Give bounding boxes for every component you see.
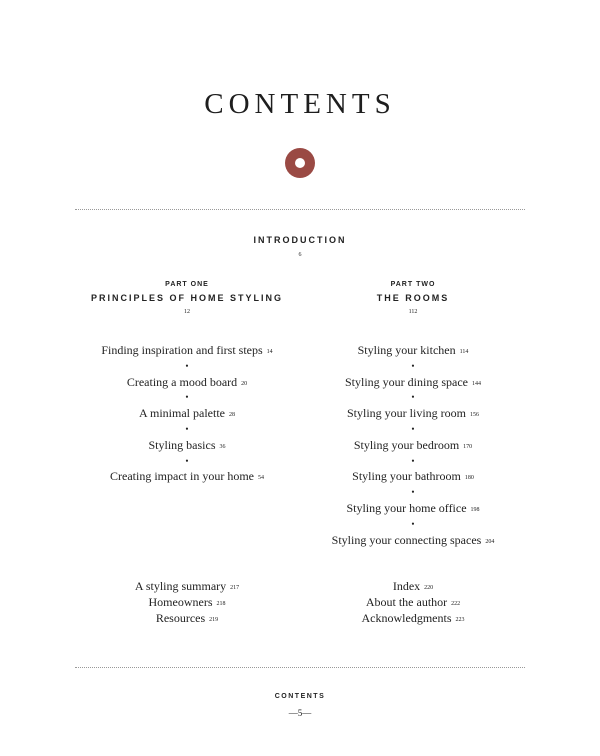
ring-ornament-icon: [285, 148, 315, 178]
toc-entry-label: Creating impact in your home: [110, 469, 254, 484]
part-two-page: 112: [408, 309, 418, 315]
part-two-entries: [283, 343, 543, 548]
toc-entry-label: About the author: [365, 595, 448, 609]
bullet-separator: •: [185, 360, 189, 371]
toc-entry[interactable]: [57, 343, 317, 359]
part-one-kicker: PART ONE: [165, 281, 209, 288]
toc-entry[interactable]: [283, 501, 543, 517]
toc-entry-label: Styling your bathroom: [352, 469, 461, 484]
toc-entry-label: Styling basics: [148, 437, 216, 452]
toc-entry-page: 219: [209, 617, 219, 623]
toc-entry-page: 204: [485, 538, 495, 545]
toc-entry-page: 144: [472, 380, 481, 387]
part-one-header: [57, 281, 317, 315]
toc-entry[interactable]: [283, 610, 543, 626]
bullet-separator: •: [185, 455, 189, 466]
toc-entry-label: Styling your kitchen: [357, 343, 456, 357]
top-divider: [75, 209, 525, 210]
toc-entry-label: Creating a mood board: [126, 374, 238, 389]
bullet-separator: •: [185, 392, 189, 403]
toc-entry[interactable]: [57, 406, 317, 422]
bullet-separator: •: [411, 455, 415, 466]
toc-entry[interactable]: [283, 594, 543, 610]
toc-entry-page: 223: [455, 617, 465, 623]
toc-entry-page: 180: [464, 475, 474, 482]
toc-entry-page: 222: [451, 601, 461, 607]
toc-entry-label: Styling your connecting spaces: [331, 532, 482, 547]
toc-entry-page: 217: [230, 585, 240, 591]
toc-entry[interactable]: [283, 469, 543, 485]
toc-entry-page: 170: [463, 443, 473, 450]
toc-entry-page: 156: [470, 412, 479, 419]
toc-entry-page: 28: [228, 412, 235, 419]
toc-entry-page: 54: [257, 475, 264, 482]
toc-entry-label: Finding inspiration and first steps: [101, 343, 263, 357]
bullet-separator: •: [411, 360, 415, 371]
toc-entry-label: A minimal palette: [139, 406, 225, 421]
part-two-title: THE ROOMS: [376, 293, 450, 303]
toc-entry-label: Styling your bedroom: [353, 437, 460, 452]
introduction-heading: INTRODUCTION: [253, 235, 347, 245]
toc-entry-label: Styling your dining space: [345, 374, 468, 389]
toc-entry-page: 36: [219, 443, 226, 450]
toc-entry-label: A styling summary: [134, 579, 227, 593]
bullet-separator: •: [411, 487, 415, 498]
toc-entry[interactable]: [283, 533, 543, 549]
part-one-entries: [57, 343, 317, 485]
toc-entry-page: 114: [459, 349, 469, 355]
toc-entry[interactable]: [57, 594, 317, 610]
part-one-title: PRINCIPLES OF HOME STYLING: [90, 293, 283, 303]
toc-entry-page: 220: [424, 585, 434, 591]
part-one-page: 12: [184, 309, 190, 315]
introduction-page: 6: [298, 252, 302, 258]
footer-label: CONTENTS: [274, 693, 326, 700]
toc-entry-page: 198: [470, 506, 480, 513]
toc-entry-label: Styling your home office: [346, 500, 467, 515]
toc-entry[interactable]: [57, 610, 317, 626]
toc-entry[interactable]: [57, 375, 317, 391]
part-one-back-matter: [57, 578, 317, 626]
toc-entry-page: 14: [266, 349, 273, 355]
toc-entry-page: 20: [241, 380, 248, 387]
part-two-header: [283, 281, 543, 315]
toc-entry[interactable]: [57, 578, 317, 594]
toc-entry-label: Styling your living room: [346, 406, 466, 421]
part-two-kicker: PART TWO: [390, 281, 436, 288]
page-title: CONTENTS: [204, 88, 396, 120]
part-two-back-matter: [283, 578, 543, 626]
toc-entry-label: Acknowledgments: [361, 611, 452, 625]
toc-entry[interactable]: [57, 438, 317, 454]
toc-entry[interactable]: [283, 375, 543, 391]
footer-page-number: —5—: [288, 708, 312, 718]
bottom-divider: [75, 667, 525, 668]
toc-entry[interactable]: [57, 469, 317, 485]
toc-entry-label: Homeowners: [148, 595, 213, 609]
toc-entry-label: Index: [392, 579, 421, 593]
toc-entry-label: Resources: [155, 611, 206, 625]
bullet-separator: •: [411, 423, 415, 434]
toc-entry[interactable]: [283, 578, 543, 594]
toc-entry[interactable]: [283, 438, 543, 454]
toc-entry[interactable]: [283, 406, 543, 422]
toc-entry[interactable]: [283, 343, 543, 359]
bullet-separator: •: [185, 423, 189, 434]
bullet-separator: •: [411, 392, 415, 403]
toc-entry-page: 218: [216, 601, 226, 607]
bullet-separator: •: [411, 518, 415, 529]
